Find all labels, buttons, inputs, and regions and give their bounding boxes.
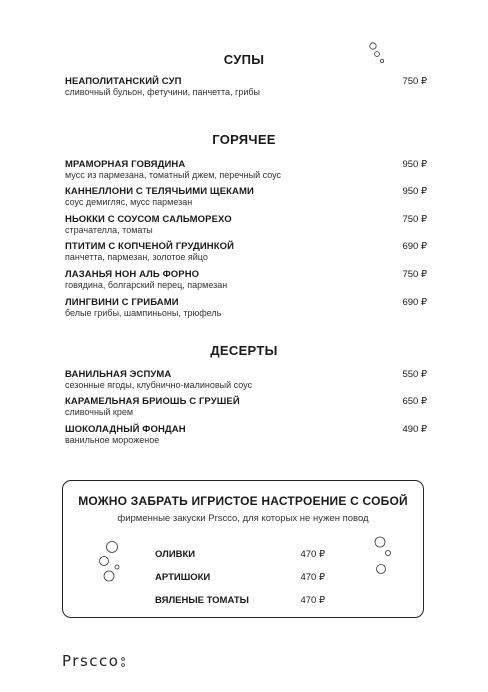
menu-item-vanilla-espuma [65, 369, 427, 391]
item-description: белые грибы, шампиньоны, трюфель [65, 308, 222, 318]
promo-item-olives [155, 549, 325, 560]
item-description: страчателла, томаты [65, 225, 153, 235]
promo-title: МОЖНО ЗАБРАТЬ ИГРИСТОЕ НАСТРОЕНИЕ С СОБОЙ [78, 494, 408, 508]
item-price: 950 ₽ [402, 186, 427, 197]
item-price: 950 ₽ [402, 159, 427, 170]
item-description: сливочный крем [65, 407, 134, 417]
bubbles-icon [95, 537, 125, 587]
item-description: ванильное мороженое [65, 435, 160, 445]
item-price: 690 ₽ [402, 297, 427, 308]
bubbles-icon [366, 40, 388, 68]
brand-logo [62, 652, 126, 670]
menu-item-cannelloni [65, 186, 427, 208]
menu-item-linguine [65, 297, 427, 319]
item-name: КАННЕЛЛОНИ С ТЕЛЯЧЬИМИ ЩЕКАМИ [65, 186, 254, 197]
menu-item-gnocchi [65, 214, 427, 236]
item-name: ШОКОЛАДНЫЙ ФОНДАН [65, 424, 186, 435]
item-price: 690 ₽ [402, 241, 427, 252]
promo-item-price: 470 ₽ [300, 595, 325, 606]
colon-dots-icon [120, 655, 126, 667]
item-name: КАРАМЕЛЬНАЯ БРИОШЬ С ГРУШЕЙ [65, 396, 240, 407]
section-title-desserts: ДЕСЕРТЫ [210, 343, 278, 358]
bubbles-icon [368, 531, 398, 581]
menu-item-lasagna [65, 269, 427, 291]
item-description: сезонные ягоды, клубнично-малиновый соус [65, 380, 253, 390]
menu-item-soup-neapolitan [65, 76, 427, 98]
takeaway-promo-box [62, 480, 424, 618]
promo-subtitle: фирменные закуски Prscco, для которых не нужен повод [117, 513, 369, 524]
promo-item-name: АРТИШОКИ [155, 572, 211, 583]
item-description: мусс из пармезана, томатный джем, перечный соус [65, 170, 282, 180]
item-price: 650 ₽ [402, 396, 427, 407]
section-title-hot: ГОРЯЧЕЕ [212, 132, 276, 147]
menu-item-chocolate-fondant [65, 424, 427, 446]
promo-item-artichokes [155, 572, 325, 583]
item-name: ЛАЗАНЬЯ НОН АЛЬ ФОРНО [65, 269, 200, 280]
item-name: МРАМОРНАЯ ГОВЯДИНА [65, 159, 186, 170]
item-name: НЕАПОЛИТАНСКИЙ СУП [65, 76, 182, 87]
item-price: 750 ₽ [402, 214, 427, 225]
item-price: 550 ₽ [402, 369, 427, 380]
item-description: соус демигляс, мусс пармезан [65, 197, 193, 207]
menu-item-caramel-brioche [65, 396, 427, 418]
item-name: ПТИТИМ С КОПЧЕНОЙ ГРУДИНКОЙ [65, 241, 235, 252]
item-description: панчетта, пармезан, золотое яйцо [65, 252, 208, 262]
item-name: НЬОККИ С СОУСОМ САЛЬМОРЕХО [65, 214, 232, 225]
logo-text: Prscco [62, 652, 120, 670]
promo-item-name: ВЯЛЕНЫЕ ТОМАТЫ [155, 595, 249, 606]
promo-item-price: 470 ₽ [300, 572, 325, 583]
item-description: говядина, болгарский перец, пармезан [65, 280, 228, 290]
item-price: 750 ₽ [402, 269, 427, 280]
menu-item-marbled-beef [65, 159, 427, 181]
promo-item-dried-tomatoes [155, 595, 325, 606]
item-name: ВАНИЛЬНАЯ ЭСПУМА [65, 369, 172, 380]
promo-item-price: 470 ₽ [300, 549, 325, 560]
item-description: сливочный бульон, фетучини, панчетта, грибы [65, 87, 260, 97]
promo-item-name: ОЛИВКИ [155, 549, 196, 560]
item-price: 750 ₽ [402, 76, 427, 87]
menu-item-ptitim [65, 241, 427, 263]
section-title-soups: СУПЫ [223, 52, 265, 67]
item-name: ЛИНГВИНИ С ГРИБАМИ [65, 297, 179, 308]
item-price: 490 ₽ [402, 424, 427, 435]
